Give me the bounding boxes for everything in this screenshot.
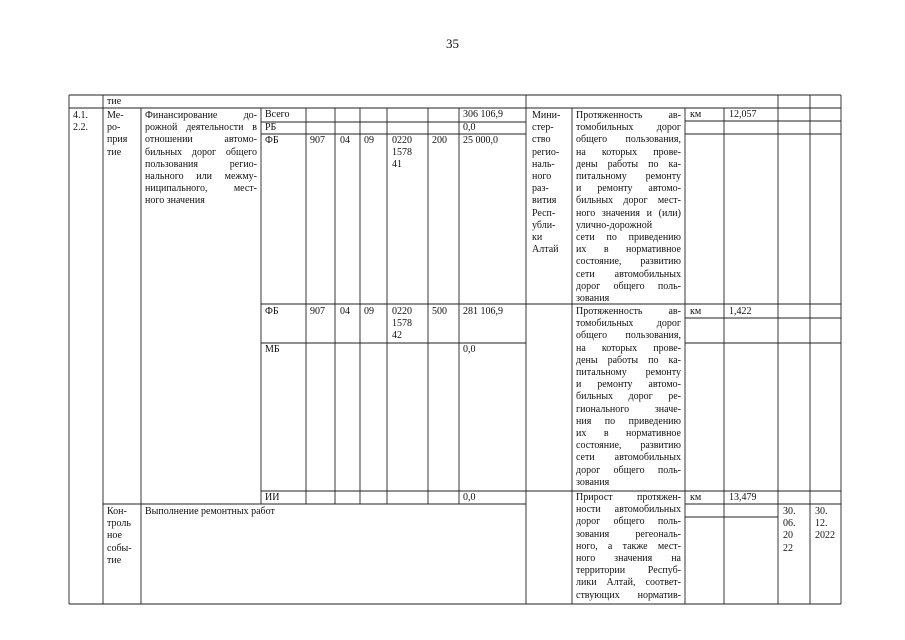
indicator-2-value: 1,422: [729, 306, 752, 317]
indicator-3-text: Прирост протяжен- ности автомобильных дорог общего поль- зования регеональ- ного, а также мест- ного значения на территории Респуб- лики Алтай, соответ- ствующих норматив-: [576, 492, 681, 601]
indicator-1-value: 12,057: [729, 109, 757, 120]
source-fb-1: ФБ: [265, 135, 279, 146]
amount-fb-1: 25 000,0: [463, 135, 498, 146]
responsible-executor: Мини- стер- ство регио- наль- ного раз- вития Респ- убли- ки Алтай: [532, 110, 561, 256]
indicator-2-text: Протяженность ав- томобильных дорог общего пользования, на которых прове- дены работы по ка- питальному ремонту и ремонту автомо- бильных дорог ре- гионального значе- ния по приведению их в нормативное состояние, развитию сети автомобильных дорог общего поль- зования: [576, 306, 681, 488]
item-number: 4.1. 2.2.: [73, 110, 88, 134]
source-mb: МБ: [265, 344, 280, 355]
indicator-1-unit: км: [690, 109, 702, 120]
amount-mb: 0,0: [463, 344, 476, 355]
indicator-1-text: Протяженность ав- томобильных дорог общего пользования, на которых прове- дены работы по ка- питальному ремонту и ремонту автомо- бильных дорог мест- ного значения и (или) улично-дорожной сети по приведению их в нормативное состояние, развитию сети автомобильных дорог общего поль- зования: [576, 110, 681, 305]
item-type: Ме- ро- прия тие: [107, 110, 128, 158]
code-csr-1: 0220 1578 41: [392, 135, 412, 171]
source-fb-2: ФБ: [265, 306, 279, 317]
amount-rb: 0,0: [463, 122, 476, 133]
code-csr-2: 0220 1578 42: [392, 306, 412, 342]
source-rb: РБ: [265, 122, 277, 133]
date-start: 30. 06. 20 22: [783, 506, 796, 554]
indicator-2-unit: км: [690, 306, 702, 317]
code-grbs-2: 907: [310, 306, 325, 317]
measure-description: Финансирование до- рожной деятельности в отношении автомо- бильных дорог общего пользования регио- нального или межму- ниципального, мест- ного значения: [145, 110, 257, 207]
amount-total: 306 106,9: [463, 109, 503, 120]
source-ii: ИИ: [265, 492, 280, 503]
code-pr-2: 09: [364, 306, 374, 317]
type-header-fragment: тие: [107, 96, 122, 107]
amount-fb-2: 281 106,9: [463, 306, 503, 317]
page-number: 35: [446, 36, 459, 51]
control-event-text: Выполнение ремонтных работ: [145, 506, 275, 517]
control-event-type: Кон- троль ное собы- тие: [107, 506, 132, 566]
code-rz-2: 04: [340, 306, 350, 317]
date-end: 30. 12. 2022: [815, 506, 835, 542]
code-rz-1: 04: [340, 135, 350, 146]
code-pr-1: 09: [364, 135, 374, 146]
code-vr-1: 200: [432, 135, 447, 146]
indicator-3-value: 13,479: [729, 492, 757, 503]
indicator-3-unit: км: [690, 492, 702, 503]
code-grbs-1: 907: [310, 135, 325, 146]
amount-ii: 0,0: [463, 492, 476, 503]
source-total: Всего: [265, 109, 290, 120]
code-vr-2: 500: [432, 306, 447, 317]
